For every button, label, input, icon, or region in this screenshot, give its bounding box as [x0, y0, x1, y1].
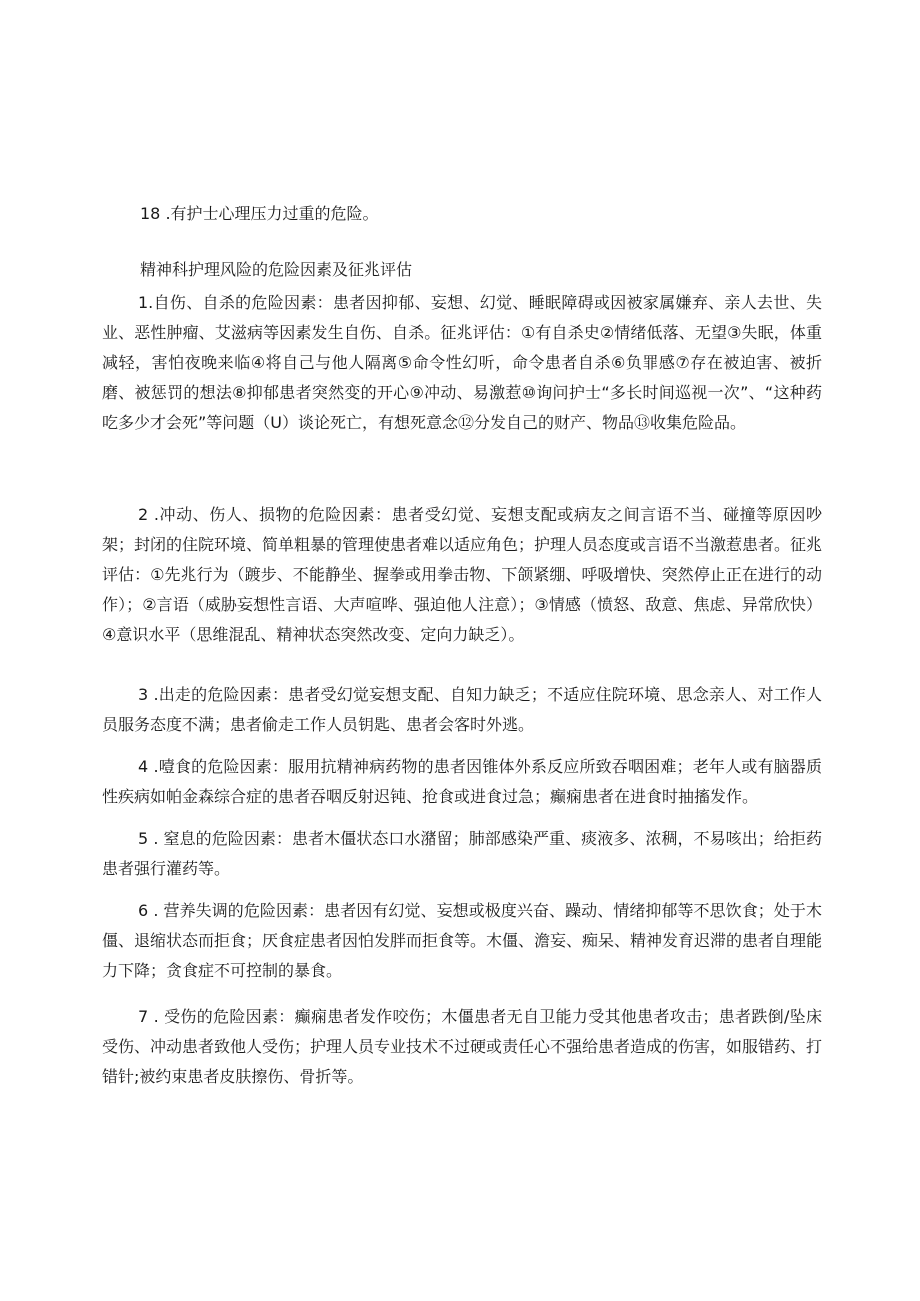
paragraph-self-harm: 1.自伤、自杀的危险因素：患者因抑郁、妄想、幻觉、睡眠障碍或因被家属嫌弃、亲人去世、失业、恶性肿瘤、艾滋病等因素发生自伤、自杀。征兆评估：①有自杀史②情绪低落、无望③失眠，体重减轻，害怕夜晚来临④将自己与他人隔离⑤命令性幻听，命令患者自杀⑥负罪感⑦存在被迫害、被折磨、被惩罚的想法⑧抑郁患者突然变的开心⑨冲动、易激惹⑩询问护士“多长时间巡视一次”、“这种药吃多少才会死”等问题（U）谈论死亡，有想死意念⑫分发自己的财产、物品⑬收集危险品。	[102, 293, 822, 432]
paragraph-choking: 4 .噎食的危险因素：服用抗精神病药物的患者因锥体外系反应所致吞咽困难；老年人或有脑器质性疾病如帕金森综合症的患者吞咽反射迟钝、抢食或进食过急；癫痫患者在进食时抽搐发作。	[102, 757, 822, 806]
paragraph-malnutrition: 6 . 营养失调的危险因素：患者因有幻觉、妄想或极度兴奋、躁动、情绪抑郁等不思饮食；处于木僵、退缩状态而拒食；厌食症患者因怕发胖而拒食等。木僵、澹妄、痴呆、精神发育迟滞的患者自理能力下降；贪食症不可控制的暴食。	[102, 901, 823, 980]
paragraph-asphyxia: 5 . 窒息的危险因素：患者木僵状态口水潴留；肺部感染严重、痰液多、浓稠，不易咳出；给拒药患者强行灌药等。	[102, 829, 822, 878]
item-18-text: 18 .有护士心理压力过重的危险。	[140, 204, 379, 223]
paragraph-injury: 7 . 受伤的危险因素：癫痫患者发作咬伤；木僵患者无自卫能力受其他患者攻击；患者跌倒/坠床受伤、冲动患者致他人受伤；护理人员专业技术不过硬或责任心不强给患者造成的伤害，如服错药、打错针;被约束患者皮肤擦伤、骨折等。	[102, 1007, 823, 1086]
section-title: 精神科护理风险的危险因素及征兆评估	[140, 260, 413, 279]
paragraph-elopement: 3 .出走的危险因素：患者受幻觉妄想支配、自知力缺乏；不适应住院环境、思念亲人、对工作人员服务态度不满；患者偷走工作人员钥匙、患者会客时外逃。	[102, 685, 822, 734]
paragraph-impulse-injury: 2 .冲动、伤人、损物的危险因素：患者受幻觉、妄想支配或病友之间言语不当、碰撞等原因吵架；封闭的住院环境、简单粗暴的管理使患者难以适应角色；护理人员态度或言语不当激惹患者。征兆评估：①先兆行为（踱步、不能静坐、握拳或用拳击物、下颌紧绷、呼吸增快、突然停止正在进行的动作）；②言语（威胁妄想性言语、大声喧哗、强迫他人注意）；③情感（愤怒、敌意、焦虑、异常欣快）④意识水平（思维混乱、精神状态突然改变、定向力缺乏）。	[102, 505, 823, 644]
